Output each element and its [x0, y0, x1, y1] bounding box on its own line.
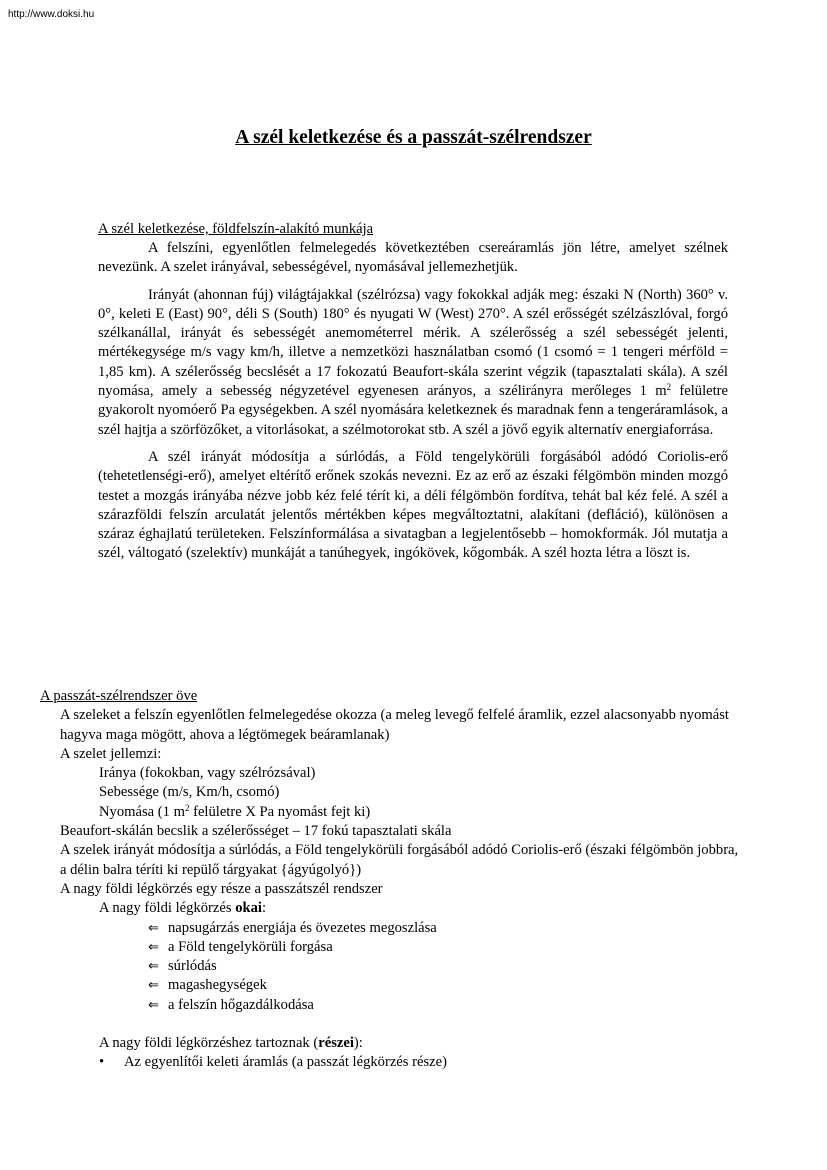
causes-heading-prefix: A nagy földi légkörzés	[99, 900, 236, 917]
left-arrow-icon: ⇐	[148, 997, 159, 1013]
cause-item	[40, 957, 740, 976]
spacer	[40, 1015, 740, 1034]
section1-paragraph-2	[98, 286, 728, 440]
left-arrow-icon: ⇐	[148, 920, 159, 936]
parts-heading	[40, 1034, 740, 1053]
outline-sub-2: Sebessége (m/s, Km/h, csomó)	[99, 784, 280, 801]
cause-text: a Föld tengelykörüli forgása	[168, 938, 333, 955]
section-wind-formation	[98, 220, 728, 564]
causes-heading	[40, 899, 740, 918]
left-arrow-icon: ⇐	[148, 939, 159, 955]
cause-item	[40, 938, 740, 957]
section2-heading: A passzát-szélrendszer öve	[40, 688, 198, 704]
cause-item	[40, 976, 740, 995]
outline-line-3: Beaufort-skálán becslik a szélerősséget – 17 fokú tapasztalati skála	[60, 823, 452, 840]
outline-line-2: A szelet jellemzi:	[60, 745, 162, 762]
cause-text: magashegységek	[168, 977, 267, 994]
bullet-icon: •	[99, 1054, 105, 1071]
outline-line-1: A szeleket a felszín egyenlőtlen felmelegedése okozza (a meleg levegő felfelé áramlik, ezzel alacsonyabb nyomást hagyva maga mögött, ahova a légtömegek beáramlanak)	[60, 707, 729, 743]
section-trade-wind	[40, 687, 740, 1073]
sub3-text-b: felületre X Pa nyomást fejt ki)	[189, 803, 371, 820]
source-url[interactable]: http://www.doksi.hu	[8, 9, 95, 20]
page-title: A szél keletkezése és a passzát-szélrendszer	[235, 127, 592, 148]
cause-text: napsugárzás energiája és övezetes megoszlása	[168, 919, 437, 936]
section1-paragraph-1: A felszíni, egyenlőtlen felmelegedés következtében csereáramlás jön létre, amelyet szélnek nevezünk. A szelet irányával, sebességével, nyomásával jellemezhetjük.	[98, 240, 728, 276]
parts-heading-suffix: ):	[353, 1035, 363, 1052]
sub3-superscript: 2	[184, 802, 190, 813]
parts-heading-prefix: A nagy földi légkörzéshez tartoznak (	[99, 1035, 319, 1052]
outline-sub-1: Iránya (fokokban, vagy szélrózsával)	[99, 765, 316, 782]
left-arrow-icon: ⇐	[148, 978, 159, 994]
cause-item	[40, 919, 740, 938]
left-arrow-icon: ⇐	[148, 959, 159, 975]
p2-superscript: 2	[666, 382, 672, 393]
cause-text: a felszín hőgazdálkodása	[168, 996, 314, 1013]
part-item	[40, 1053, 740, 1072]
causes-heading-bold: okai	[235, 900, 262, 917]
cause-item	[40, 996, 740, 1015]
outline-sub-3	[40, 803, 740, 822]
causes-heading-suffix: :	[261, 900, 267, 917]
outline-line-4: A szelek irányát módosítja a súrlódás, a Föld tengelykörüli forgásából adódó Coriolis-erő (északi félgömbön jobbra, a délin balra téríti ki repülő tárgyakat {ágyúgolyó})	[60, 842, 739, 878]
section1-paragraph-3: A szél irányát módosítja a súrlódás, a Föld tengelykörüli forgásából adódó Coriolis-erő (tehetetlenségi-erő), amelyet eltérítő erőnek szokás nevezni. Ez az erő az északi félgömbön minden mozgó testet a mozgás irányába nézve jobb kéz felé térít ki, a déli félgömbön fordítva, tehát bal kéz felé. A szél a szárazföldi felszín arculatát jelentős mértékben képes megváltoztatni, alakítani (defláció), különösen a száraz éghajlatú területeken. Felszínformálása a sivatagban a legjelentősebb – homokformák. Jól mutatja a szél, váltogató (szelektív) munkáját a tanúhegyek, ingókövek, kőgombák. A szél hozta létra a löszt is.	[98, 448, 728, 562]
outline-line-5: A nagy földi légkörzés egy része a passzátszél rendszer	[60, 880, 383, 897]
parts-heading-bold: részei	[318, 1035, 354, 1052]
section1-heading: A szél keletkezése, földfelszín-alakító munkája	[98, 221, 374, 237]
sub3-text-a: Nyomása (1 m	[99, 803, 185, 820]
p2-text-b: felületre gyakorolt nyomóerő Pa egységekben. A szél nyomására keletkeznek és maradnak fenn a tengeráramlások, a szél hajtja a szörfözőket, a vitorlásokat, a szélmotorokat stb. A szél a jövő egyik alternatív energiaforrása.	[98, 383, 728, 438]
p2-text-a: Irányát (ahonnan fúj) világtájakkal (szélrózsa) vagy fokokkal adják meg: északi N (North) 360° v. 0°, keleti E (East) 90°, déli S (South) 180° és nyugati W (West) 270°. A szél erősségét szélzászlóval, forgó szélkanállal, irányát és sebességét anemométerrel mérik. A szélerősség a szél sebességét jelenti, mértékegysége m/s vagy km/h, illetve a nemzetközi használatban csomó (1 csomó = 1 tengeri mérföld = 1,85 km). A szélerősség becslését a 17 fokozatú Beaufort-skála szerint végzik (tapasztalati skála). A szél nyomása, amely a sebesség négyzetével egyenesen arányos, a szélirányra merőleges 1 m	[98, 286, 728, 400]
part-text: Az egyenlítői keleti áramlás (a passzát légkörzés része)	[124, 1054, 447, 1071]
cause-text: súrlódás	[168, 958, 217, 975]
